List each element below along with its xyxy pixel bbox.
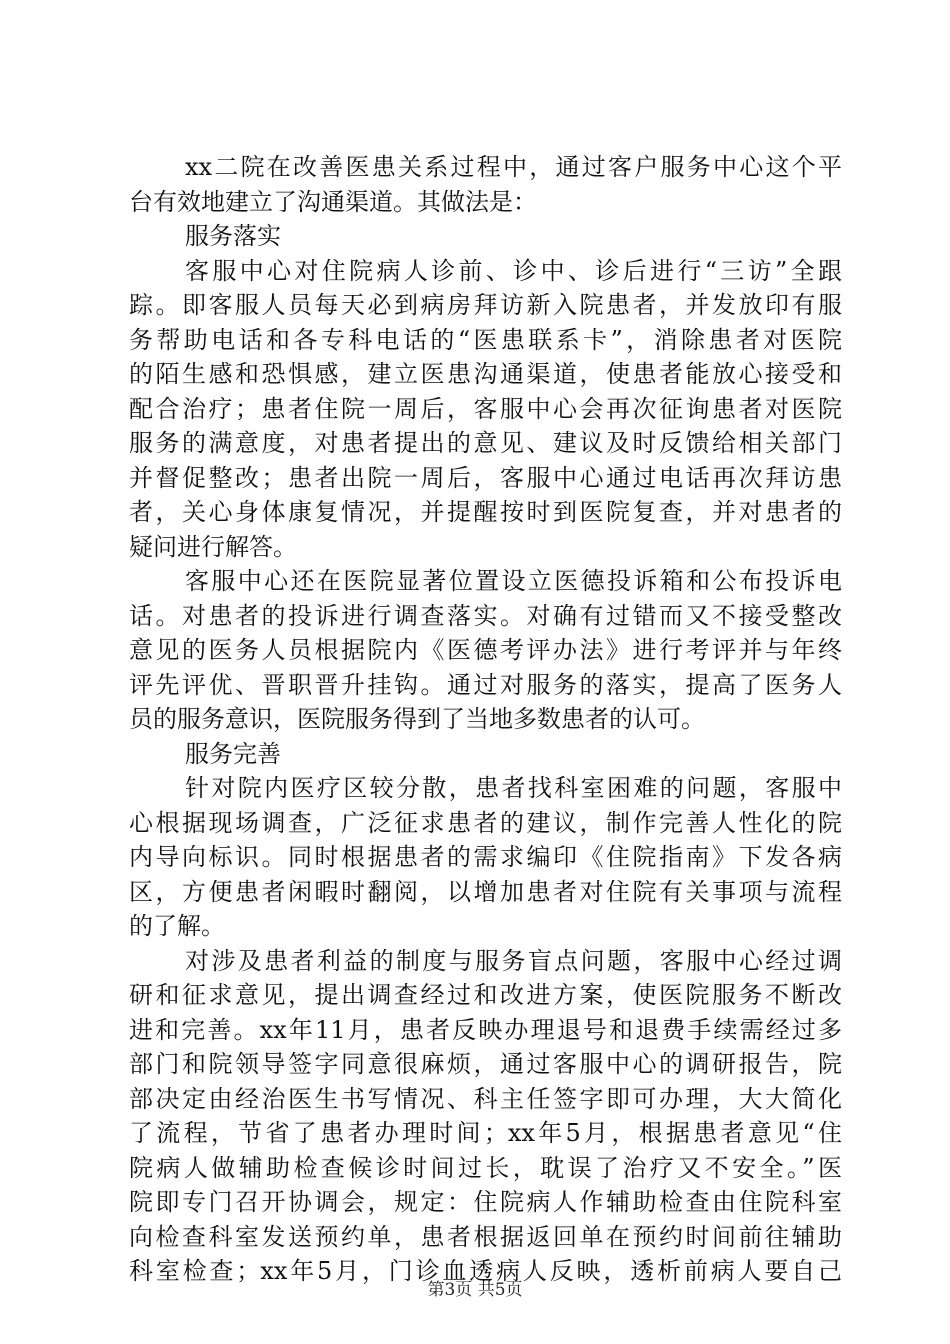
text-line: 话。对患者的投诉进行调查落实。对确有过错而又不接受整改 (129, 601, 842, 630)
text-line: 的了解。 (129, 912, 225, 940)
text-line: 了流程，节省了患者办理时间；xx年5月，根据患者意见“住 (129, 1119, 842, 1147)
text-line: 者，关心身体康复情况，并提醒按时到医院复查，并对患者的 (129, 498, 842, 526)
text-line: 针对院内医疗区较分散，患者找科室困难的问题，客服中 (185, 774, 842, 802)
text-line: 进和完善。xx年11月，患者反映办理退号和退费手续需经过多 (129, 1015, 842, 1044)
text-line: 服务完善 (185, 739, 281, 768)
text-line: 疑问进行解答。 (129, 532, 297, 561)
document-body (129, 150, 842, 1289)
text-line: 务帮助电话和各专科电话的“医患联系卡”，消除患者对医院 (129, 325, 842, 354)
text-line: 部决定由经治医生书写情况、科主任签字即可办理，大大简化 (129, 1084, 842, 1113)
text-line: 心根据现场调查，广泛征求患者的建议，制作完善人性化的院 (129, 808, 842, 837)
text-line: 评先评优、晋职晋升挂钩。通过对服务的落实，提高了医务人 (129, 670, 842, 699)
text-line: 研和征求意见，提出调查经过和改进方案，使医院服务不断改 (129, 981, 842, 1009)
text-line: 内导向标识。同时根据患者的需求编印《住院指南》下发各病 (129, 843, 842, 871)
text-line: 服务的满意度，对患者提出的意见、建议及时反馈给相关部门 (129, 429, 842, 457)
text-line: 科室检查；xx年5月，门诊血透病人反映，透析前病人要自己 (129, 1257, 842, 1285)
text-line: 院即专门召开协调会，规定：住院病人作辅助检查由住院科室 (129, 1188, 842, 1216)
text-line: xx二院在改善医患关系过程中，通过客户服务中心这个平 (185, 153, 842, 181)
text-line: 踪。即客服人员每天必到病房拜访新入院患者，并发放印有服 (129, 291, 842, 319)
text-line: 并督促整改；患者出院一周后，客服中心通过电话再次拜访患 (129, 463, 842, 492)
text-line: 对涉及患者利益的制度与服务盲点问题，客服中心经过调 (185, 946, 842, 975)
text-line: 部门和院领导签字同意很麻烦，通过客服中心的调研报告，院 (129, 1050, 842, 1078)
text-line: 的陌生感和恐惧感，建立医患沟通渠道，使患者能放心接受和 (129, 360, 842, 388)
text-line: 客服中心对住院病人诊前、诊中、诊后进行“三访”全跟 (185, 256, 842, 285)
text-line: 员的服务意识，医院服务得到了当地多数患者的认可。 (129, 705, 705, 733)
text-line: 客服中心还在医院显著位置设立医德投诉箱和公布投诉电 (185, 567, 842, 595)
text-line: 意见的医务人员根据院内《医德考评办法》进行考评并与年终 (129, 636, 842, 664)
text-line: 向检查科室发送预约单，患者根据返回单在预约时间前往辅助 (129, 1222, 842, 1251)
text-line: 区，方便患者闲暇时翻阅，以增加患者对住院有关事项与流程 (129, 877, 842, 906)
page-footer: 第3页 共5页 (427, 1280, 523, 1300)
text-line: 院病人做辅助检查候诊时间过长，耽误了治疗又不安全。”医 (129, 1153, 842, 1182)
text-line: 配合治疗；患者住院一周后，客服中心会再次征询患者对医院 (129, 394, 842, 423)
text-line: 台有效地建立了沟通渠道。其做法是： (129, 187, 537, 216)
text-line: 服务落实 (185, 222, 281, 250)
